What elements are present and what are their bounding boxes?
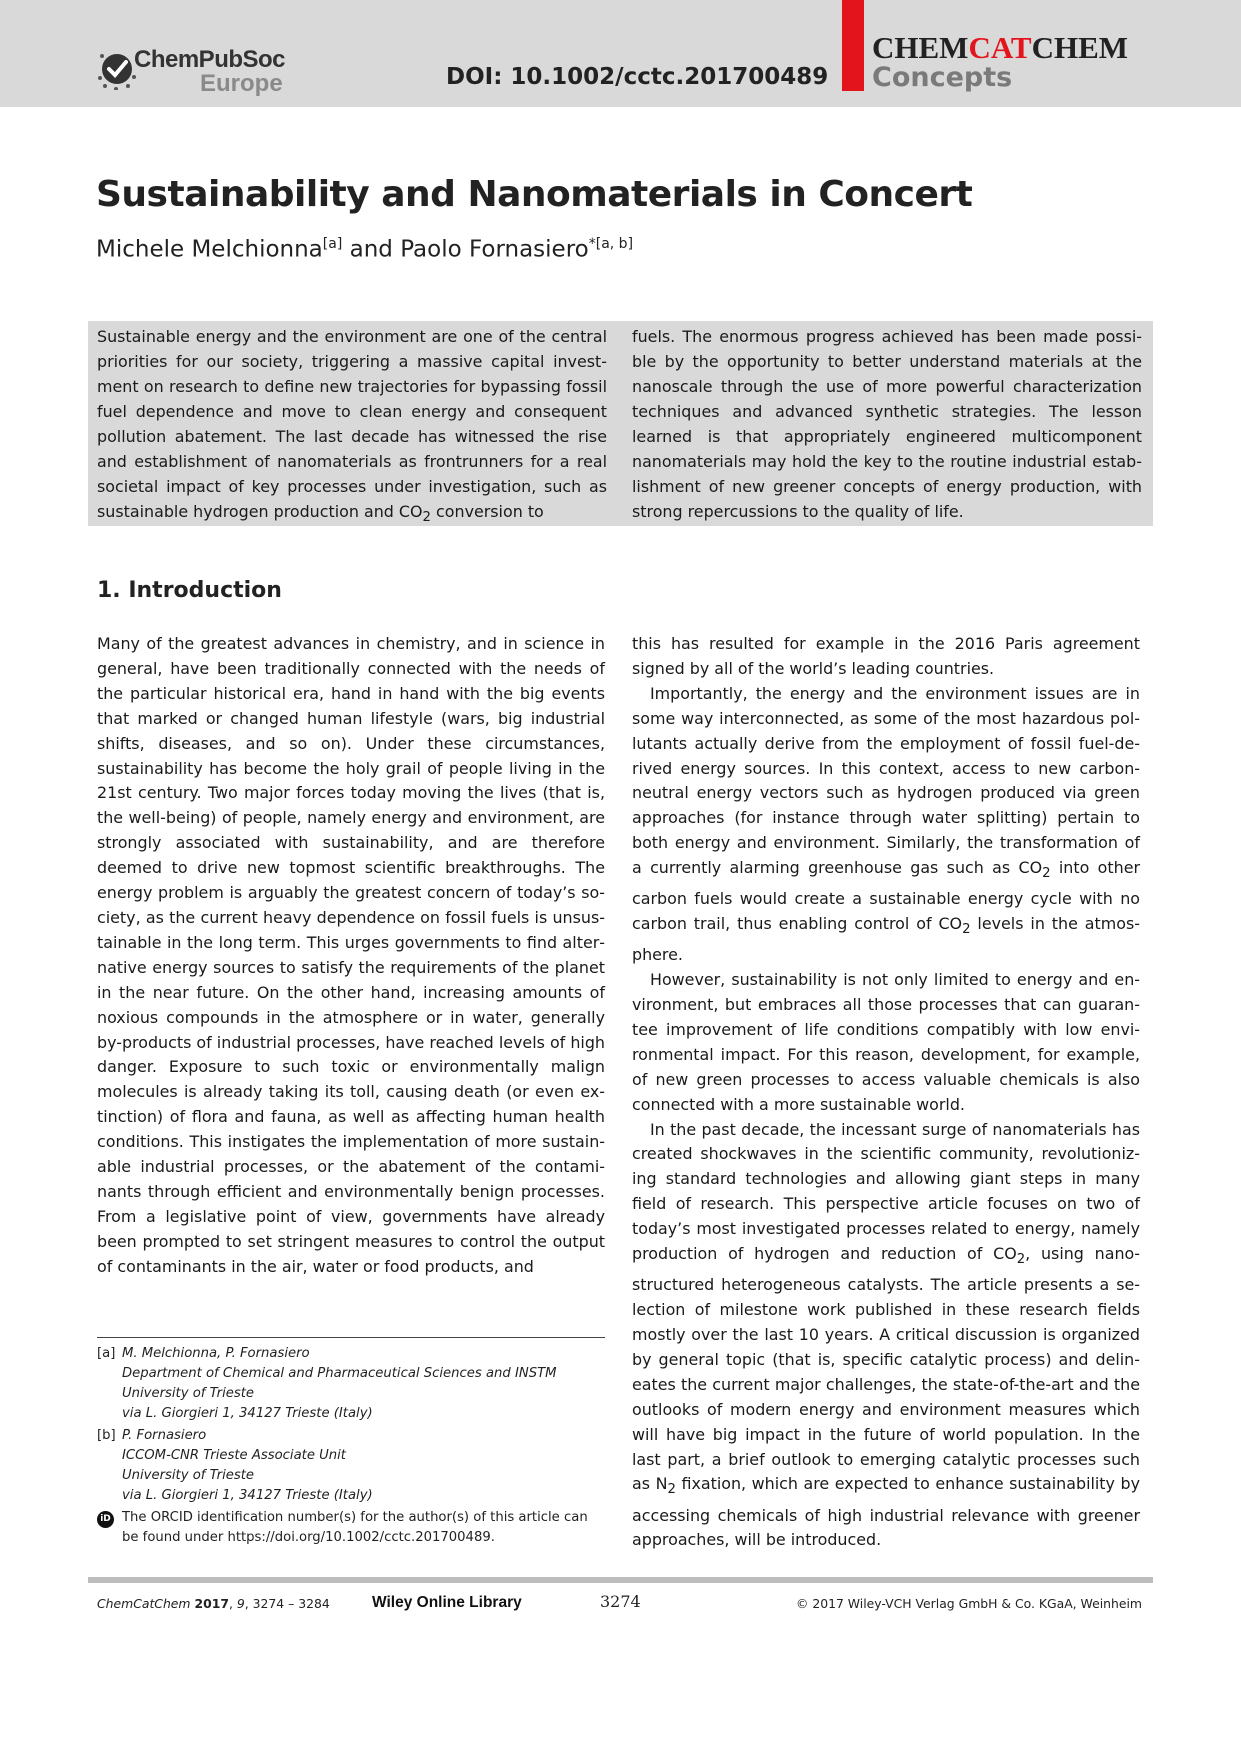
publisher-region: Europe [200,70,283,97]
body-text: In the past decade, the incessant surge of nanomaterials has created shockwaves in the scientific community, revolutionizing standard technologies and allowing giant steps in many field of research. This perspective article focuses on two of today’s most investigated processes related to energy, namely production of hydrogen and reduction of CO [632,1119,1140,1264]
page-number: 3274 [600,1592,641,1611]
body-text: Importantly, the energy and the environment issues are in some way interconnected, as some of the most hazardous pollutants actually derive from the employment of fossil fuel-derived energy sources. In this context, access to new carbon-neutral energy vectors such as hydrogen produced via green approaches (for instance through water splitting) pertain to both energy and environment. Similarly, the transformation of a currently alarming greenhouse gas such as CO [632,683,1140,878]
footnote-divider [97,1337,605,1338]
abstract-right-column: fuels. The enormous progress achieved has been made possible by the opportunity to better understand materials at the nanoscale through the use of more powerful characterization techniques and advanced synthetic strategies. The lesson learned is that appropriately engineered multicomponent nanomaterials may hold the key to the routine industrial establishment of new greener concepts of energy production, with strong repercussions to the quality of life. [632,327,1142,521]
chempubsoc-logo-icon [96,48,138,90]
author-affiliation: [a] [322,236,343,252]
affiliation-footnotes [97,1344,605,1548]
body-paragraph [632,682,1140,968]
journal-name-part1: CHEM [872,30,969,65]
subscript: 2 [1016,1252,1026,1268]
body-text: fixation, which are expected to enhance sustainability by accessing chemicals of high industrial relevance with greener approaches, will be introduced. [632,1474,1140,1550]
body-text: levels in the atmosphere. [632,914,1140,965]
footnote-line: M. Melchionna, P. Fornasiero [122,1346,310,1361]
subscript: 2 [422,510,431,526]
abstract-text: Sustainable energy and the environment are one of the central priorities for our society, triggering a massive capital investment on research to define new trajectories for bypassing fossil fuel dependence and move to clean energy and consequent pollution abatement. The last decade has witnessed the rise and establishment of nanomaterials as frontrunners for a real societal impact of key processes under investigation, such as sustainable hydrogen production and CO [97,327,607,521]
body-right-column [632,632,1140,1553]
author-connector: and [342,236,401,263]
subscript: 2 [1042,866,1051,882]
wiley-online-library-link[interactable]: Wiley Online Library [372,1594,522,1611]
orcid-icon[interactable]: iD [97,1511,114,1528]
body-paragraph: Many of the greatest advances in chemistry, and in science in general, have been traditionally connected with the needs of the particular historical era, hand in hand with the big events that marked or changed human lifestyle (wars, big industrial shifts, diseases, and so on). Under these circumstances, sustainability has become the holy grail of people living in the 21st century. Two major forces today moving the lives (that is, the well-being) of people, namely energy and environment, are strongly associated with sustainability, and are therefore deemed to drive new topmost scientific breakthroughs. The energy problem is arguably the greatest concern of today’s society, as the current heavy dependence on fossil fuels is unsustainable in the long term. This urges governments to find alternative energy sources to satisfy the requirements of the planet in the near future. On the other hand, increasing amounts of noxious compounds in the atmosphere or in water, generally by-products of industrial processes, have reached levels of high danger. Exposure to such toxic or environmentally malign molecules is already taking its toll, causing death (or even extinction) of flora and fauna, as well as affecting human health conditions. This instigates the implementation of more sustainable industrial processes, or the abatement of the contaminants through efficient and environmentally benign processes. From a legislative point of view, governments have already been prompted to set stringent measures to control the output of contaminants in the air, water or food products, and [97,634,605,1276]
footer-year: 2017 [194,1596,229,1611]
abstract-text: conversion to [430,502,544,521]
doi-link[interactable]: DOI: 10.1002/cctc.201700489 [446,64,829,90]
publisher-logo[interactable] [96,44,296,100]
author-name: Michele Melchionna [96,236,323,263]
body-paragraph: this has resulted for example in the 2016 Paris agreement signed by all of the world’s leading countries. [632,634,1140,678]
subscript: 2 [962,922,971,938]
article-title: Sustainability and Nanomaterials in Concert [96,174,973,215]
body-text: , using nanostructured heterogeneous catalysts. The article presents a selection of milestone work published in these research fields mostly over the last 10 years. A critical discussion is organized by general topic (that is, specific catalytic process) and delineates the current major challenges, the state-of-the-art and the outlooks of modern energy and environment measures which will have big impact in the future of world population. In the last part, a brief outlook to emerging catalytic processes such as N [632,1244,1140,1494]
footnote-line: via L. Giorgieri 1, 34127 Trieste (Italy) [122,1406,373,1421]
footnote-b [97,1426,605,1506]
author-affiliation: *[a, b] [588,236,634,252]
footer-divider [88,1577,1153,1583]
footnote-label: [b] [97,1428,116,1443]
footnote-a [97,1344,605,1424]
footer-journal: ChemCatChem [97,1596,191,1611]
copyright: © 2017 Wiley-VCH Verlag GmbH & Co. KGaA, Weinheim [796,1596,1142,1611]
article-type: Concepts [872,62,1013,93]
journal-accent-bar [842,0,864,91]
footnote-line: University of Trieste [122,1468,255,1483]
subscript: 2 [667,1482,676,1498]
footnote-line: P. Fornasiero [122,1428,207,1443]
author-list [96,236,633,263]
body-left-column [97,632,605,1280]
abstract-left-column [97,324,607,530]
footnote-line: ICCOM-CNR Trieste Associate Unit [122,1448,346,1463]
orcid-note [97,1508,605,1548]
footnote-line: University of Trieste [122,1386,255,1401]
footnote-line: Department of Chemical and Pharmaceutical Sciences and INSTM [122,1366,557,1381]
author-name: Paolo Fornasiero [400,236,589,263]
footer-volume: 9 [236,1596,245,1611]
footer-pages: , 3274 – 3284 [244,1596,330,1611]
publisher-name: ChemPubSoc [134,46,286,73]
footnote-line: via L. Giorgieri 1, 34127 Trieste (Italy) [122,1488,373,1503]
journal-name-part3: CHEM [1031,30,1129,65]
journal-name [872,30,1128,66]
citation-info: ChemCatChem 2017, 9, 3274 – 3284 [97,1596,330,1611]
journal-name-part2: CAT [968,30,1032,65]
orcid-text[interactable]: The ORCID identification number(s) for the author(s) of this article can be found under https://doi.org/10.1002/cctc.201700489. [122,1510,588,1545]
footnote-label: [a] [97,1346,116,1361]
body-text: into other carbon fuels would create a sustainable energy cycle with no carbon trail, thus enabling control of CO [632,858,1141,934]
body-paragraph [632,1118,1140,1554]
body-paragraph: However, sustainability is not only limited to energy and environment, but embraces all those processes that can guarantee improvement of life conditions compatibly with low environmental impact. For this reason, development, for example, of new green processes to access valuable chemicals is also connected with a more sustainable world. [632,970,1140,1114]
section-heading: 1. Introduction [97,578,282,603]
